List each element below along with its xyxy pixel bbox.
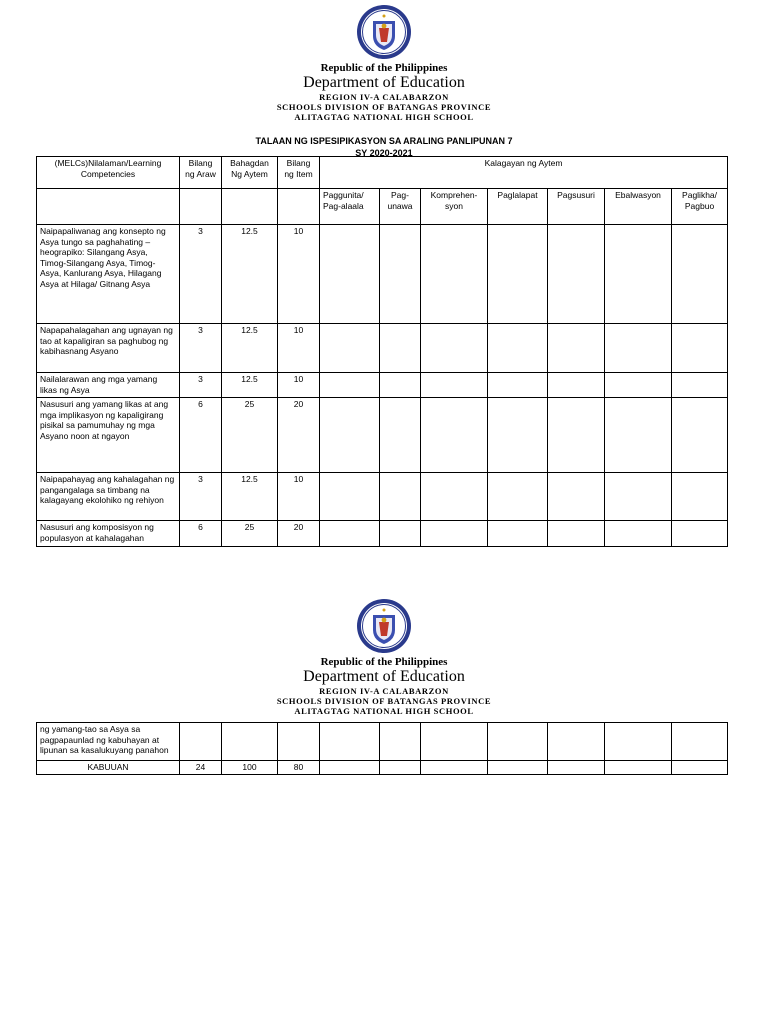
total-bahagdan: 100: [222, 761, 278, 775]
item-cell: 20: [278, 521, 320, 547]
araw-cell: 3: [180, 373, 222, 398]
department-title: Department of Education: [303, 74, 465, 91]
competency-cell: Nasusuri ang yamang likas at ang mga implikasyon ng kapaligirang pisikal sa pamumuhay ng mga Asyano noon at ngayon: [37, 398, 180, 473]
sub-ebalwasyon: Ebalwasyon: [605, 189, 672, 225]
letterhead: [0, 62, 768, 122]
title-line-2: SY 2020-2021: [355, 148, 413, 158]
deped-seal-icon: [356, 4, 412, 60]
competency-cell: Naipapahayag ang kahalagahan ng pangangalaga sa timbang na kalagayang ekolohiko ng rehiyon: [37, 473, 180, 521]
col-bahagdan: Bahagdan Ng Aytem: [222, 157, 278, 189]
sub-pag-unawa: Pag-unawa: [380, 189, 421, 225]
item-cell: 10: [278, 373, 320, 398]
col-item: Bilang ng Item: [278, 157, 320, 189]
sub-komprehensyon: Komprehen-syon: [421, 189, 488, 225]
specification-table: [36, 156, 728, 547]
competency-cell: ng yamang-tao sa Asya sa pagpapaunlad ng kabuhayan at lipunan sa kasalukuyang panahon: [37, 723, 180, 761]
total-label: KABUUAN: [37, 761, 180, 775]
competency-cell: Naipapaliwanag ang konsepto ng Asya tungo sa paghahating – heograpiko: Silangang Asya, Timog-Silangang Asya, Timog- Asya, Kanlurang Asya, Hilagang Asya at Hilaga/ Gitnang Asya: [37, 225, 180, 324]
sub-pagsusuri: Pagsusuri: [548, 189, 605, 225]
department-title: Department of Education: [303, 668, 465, 685]
school-label: ALITAGTAG NATIONAL HIGH SCHOOL: [294, 112, 474, 122]
table-row: [37, 373, 728, 398]
header-row: [37, 157, 728, 189]
total-araw: 24: [180, 761, 222, 775]
item-cell: 20: [278, 398, 320, 473]
col-competencies: (MELCs)Nilalaman/Learning Competencies: [37, 157, 180, 189]
table-row: [37, 225, 728, 324]
araw-cell: 6: [180, 398, 222, 473]
competency-cell: Napapahalagahan ang ugnayan ng tao at kapaligiran sa paghubog ng kabihasnang Asyano: [37, 324, 180, 373]
item-cell: 10: [278, 225, 320, 324]
araw-cell: 3: [180, 225, 222, 324]
bahagdan-cell: 25: [222, 521, 278, 547]
specification-table-continued: [36, 722, 728, 775]
sub-paglalapat: Paglalapat: [488, 189, 548, 225]
bahagdan-cell: 12.5: [222, 324, 278, 373]
col-araw: Bilang ng Araw: [180, 157, 222, 189]
araw-cell: 3: [180, 324, 222, 373]
deped-seal-icon: [356, 598, 412, 654]
bahagdan-cell: 12.5: [222, 473, 278, 521]
table-row: [37, 723, 728, 761]
total-row: [37, 761, 728, 775]
school-label: ALITAGTAG NATIONAL HIGH SCHOOL: [294, 706, 474, 716]
table-row: [37, 473, 728, 521]
document-title: [0, 136, 768, 158]
sub-paglikha: Paglikha/ Pagbuo: [672, 189, 728, 225]
region-label: REGION IV-A CALABARZON: [319, 92, 449, 102]
competency-cell: Nailalarawan ang mga yamang likas ng Asya: [37, 373, 180, 398]
table-row: [37, 521, 728, 547]
division-label: SCHOOLS DIVISION OF BATANGAS PROVINCE: [276, 696, 492, 706]
araw-cell: 3: [180, 473, 222, 521]
competency-cell: Nasusuri ang komposisyon ng populasyon at kahalagahan: [37, 521, 180, 547]
bahagdan-cell: 25: [222, 398, 278, 473]
table-row: [37, 398, 728, 473]
subheader-row: [37, 189, 728, 225]
title-line-1: TALAAN NG ISPESIPIKASYON SA ARALING PANLIPUNAN 7: [255, 136, 513, 146]
total-item: 80: [278, 761, 320, 775]
item-cell: 10: [278, 473, 320, 521]
col-kalagayan: Kalagayan ng Aytem: [320, 157, 728, 189]
bahagdan-cell: 12.5: [222, 225, 278, 324]
region-label: REGION IV-A CALABARZON: [319, 686, 449, 696]
republic-label: Republic of the Philippines: [320, 62, 448, 74]
letterhead: [0, 656, 768, 716]
item-cell: 10: [278, 324, 320, 373]
republic-label: Republic of the Philippines: [320, 656, 448, 668]
table-row: [37, 324, 728, 373]
bahagdan-cell: 12.5: [222, 373, 278, 398]
division-label: SCHOOLS DIVISION OF BATANGAS PROVINCE: [276, 102, 492, 112]
araw-cell: 6: [180, 521, 222, 547]
sub-paggunita: Paggunita/ Pag-alaala: [320, 189, 380, 225]
